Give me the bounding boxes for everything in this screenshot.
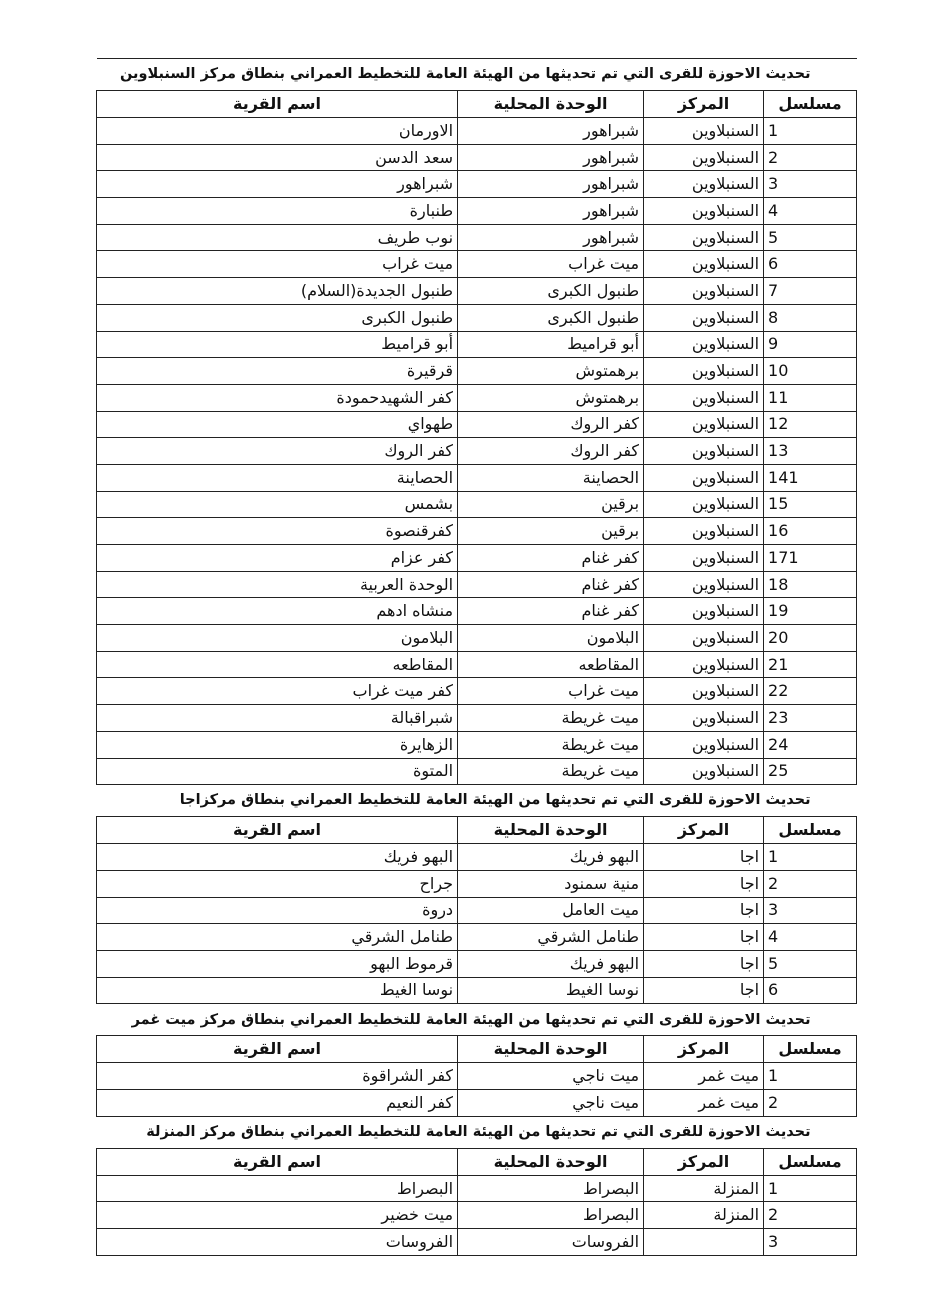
- column-header-markaz: المركز: [644, 91, 764, 118]
- table-row: [97, 870, 857, 897]
- table-row: [97, 950, 857, 977]
- table-row: [97, 844, 857, 871]
- table-row: [97, 411, 857, 438]
- cell-markaz: المنزلة: [644, 1175, 764, 1202]
- column-header-markaz: المركز: [644, 1036, 764, 1063]
- cell-unit: المقاطعه: [458, 651, 644, 678]
- cell-serial: 10: [764, 358, 857, 385]
- section-title-row: [97, 785, 857, 817]
- cell-serial: 24: [764, 731, 857, 758]
- cell-village: طنامل الشرقي: [97, 924, 458, 951]
- cell-serial: 4: [764, 924, 857, 951]
- cell-unit: ميت غراب: [458, 678, 644, 705]
- table-row: [97, 144, 857, 171]
- cell-village: كفرقنصوة: [97, 518, 458, 545]
- cell-village: الفروسات: [97, 1229, 458, 1256]
- cell-village: ميت غراب: [97, 251, 458, 278]
- cell-unit: الحصاينة: [458, 464, 644, 491]
- cell-village: الزهايرة: [97, 731, 458, 758]
- cell-village: البهو فريك: [97, 844, 458, 871]
- cell-serial: 3: [764, 1229, 857, 1256]
- column-header-markaz: المركز: [644, 1148, 764, 1175]
- cell-village: سعد الدسن: [97, 144, 458, 171]
- cell-markaz: السنبلاوين: [644, 571, 764, 598]
- cell-markaz: السنبلاوين: [644, 278, 764, 305]
- cell-serial: 16: [764, 518, 857, 545]
- cell-markaz: السنبلاوين: [644, 224, 764, 251]
- cell-unit: شبراهور: [458, 144, 644, 171]
- cell-markaz: اجا: [644, 897, 764, 924]
- cell-village: نوب طريف: [97, 224, 458, 251]
- cell-village: كفر عزام: [97, 545, 458, 572]
- cell-markaz: اجا: [644, 924, 764, 951]
- section-title-row: [97, 59, 857, 91]
- cell-markaz: السنبلاوين: [644, 651, 764, 678]
- cell-unit: شبراهور: [458, 224, 644, 251]
- cell-village: قرموط البهو: [97, 950, 458, 977]
- cell-markaz: اجا: [644, 870, 764, 897]
- cell-markaz: السنبلاوين: [644, 118, 764, 145]
- cell-unit: ميت غريطة: [458, 705, 644, 732]
- cell-serial: 1: [764, 844, 857, 871]
- cell-serial: 15: [764, 491, 857, 518]
- cell-serial: 2: [764, 870, 857, 897]
- cell-serial: 5: [764, 224, 857, 251]
- cell-village: جراح: [97, 870, 458, 897]
- column-header-village: اسم القرية: [97, 817, 458, 844]
- cell-markaz: السنبلاوين: [644, 438, 764, 465]
- cell-village: كفر ميت غراب: [97, 678, 458, 705]
- cell-markaz: السنبلاوين: [644, 598, 764, 625]
- table-row: [97, 171, 857, 198]
- cell-serial: 4: [764, 198, 857, 225]
- cell-markaz: اجا: [644, 844, 764, 871]
- section-title: تحديث الاحوزة للقرى التي تم تحديثها من الهيئة العامة للتخطيط العمراني بنطاق مركزاجا: [97, 785, 857, 817]
- cell-unit: برهمتوش: [458, 384, 644, 411]
- cell-markaz: اجا: [644, 977, 764, 1004]
- cell-serial: 12: [764, 411, 857, 438]
- cell-unit: نوسا الغيط: [458, 977, 644, 1004]
- cell-village: شبراهور: [97, 171, 458, 198]
- table-row: [97, 1202, 857, 1229]
- table-row: [97, 438, 857, 465]
- cell-markaz: المنزلة: [644, 1202, 764, 1229]
- table-row: [97, 625, 857, 652]
- cell-serial: 9: [764, 331, 857, 358]
- cell-serial: 1: [764, 1175, 857, 1202]
- table-row: [97, 118, 857, 145]
- column-header-row: [97, 91, 857, 118]
- table-row: [97, 598, 857, 625]
- cell-village: طنبول الجديدة(السلام): [97, 278, 458, 305]
- table-row: [97, 1229, 857, 1256]
- cell-serial: 18: [764, 571, 857, 598]
- cell-markaz: السنبلاوين: [644, 625, 764, 652]
- column-header-serial: مسلسل: [764, 817, 857, 844]
- cell-unit: شبراهور: [458, 171, 644, 198]
- cell-markaz: السنبلاوين: [644, 331, 764, 358]
- cell-unit: برهمتوش: [458, 358, 644, 385]
- cell-village: كفر الروك: [97, 438, 458, 465]
- cell-unit: البهو فريك: [458, 844, 644, 871]
- column-header-serial: مسلسل: [764, 1148, 857, 1175]
- cell-markaz: اجا: [644, 950, 764, 977]
- table-row: [97, 304, 857, 331]
- cell-serial: 3: [764, 171, 857, 198]
- cell-markaz: السنبلاوين: [644, 304, 764, 331]
- cell-markaz: السنبلاوين: [644, 518, 764, 545]
- cell-village: كفر الشراقوة: [97, 1063, 458, 1090]
- cell-markaz: السنبلاوين: [644, 251, 764, 278]
- section-title-row: [97, 1004, 857, 1036]
- table-row: [97, 358, 857, 385]
- cell-unit: ميت ناجي: [458, 1063, 644, 1090]
- cell-unit: كفر غنام: [458, 598, 644, 625]
- cell-markaz: السنبلاوين: [644, 411, 764, 438]
- cell-village: كفر النعيم: [97, 1090, 458, 1117]
- cell-markaz: السنبلاوين: [644, 491, 764, 518]
- section-title: تحديث الاحوزة للقرى التي تم تحديثها من الهيئة العامة للتخطيط العمراني بنطاق مركز المنزلة: [97, 1116, 857, 1148]
- table-row: [97, 1090, 857, 1117]
- cell-village: المتوة: [97, 758, 458, 785]
- cell-serial: 20: [764, 625, 857, 652]
- cell-village: طنبول الكبرى: [97, 304, 458, 331]
- cell-village: طهواي: [97, 411, 458, 438]
- column-header-village: اسم القرية: [97, 1036, 458, 1063]
- table-row: [97, 897, 857, 924]
- cell-unit: طنامل الشرقي: [458, 924, 644, 951]
- table-row: [97, 651, 857, 678]
- cell-village: الحصاينة: [97, 464, 458, 491]
- cell-serial: 1: [764, 1063, 857, 1090]
- table-row: [97, 518, 857, 545]
- cell-serial: 2: [764, 1090, 857, 1117]
- cell-markaz: ميت غمر: [644, 1090, 764, 1117]
- column-header-serial: مسلسل: [764, 1036, 857, 1063]
- cell-markaz: السنبلاوين: [644, 171, 764, 198]
- cell-markaz: [644, 1229, 764, 1256]
- cell-serial: 141: [764, 464, 857, 491]
- cell-markaz: السنبلاوين: [644, 758, 764, 785]
- table-row: [97, 1063, 857, 1090]
- cell-unit: برقين: [458, 518, 644, 545]
- table-row: [97, 278, 857, 305]
- cell-village: نوسا الغيط: [97, 977, 458, 1004]
- cell-serial: 2: [764, 144, 857, 171]
- table-row: [97, 198, 857, 225]
- table-row: [97, 924, 857, 951]
- section-title: تحديث الاحوزة للقرى التي تم تحديثها من الهيئة العامة للتخطيط العمراني بنطاق مركز السنبلاوين: [97, 59, 857, 91]
- cell-serial: 25: [764, 758, 857, 785]
- table-row: [97, 464, 857, 491]
- cell-markaz: السنبلاوين: [644, 144, 764, 171]
- cell-unit: ميت غريطة: [458, 758, 644, 785]
- table-row: [97, 678, 857, 705]
- table-row: [97, 491, 857, 518]
- cell-unit: منية سمنود: [458, 870, 644, 897]
- table-row: [97, 331, 857, 358]
- column-header-unit: الوحدة المحلية: [458, 1148, 644, 1175]
- cell-unit: كفر غنام: [458, 571, 644, 598]
- cell-unit: البلامون: [458, 625, 644, 652]
- cell-unit: ميت غراب: [458, 251, 644, 278]
- cell-village: الاورمان: [97, 118, 458, 145]
- cell-serial: 22: [764, 678, 857, 705]
- cell-serial: 171: [764, 545, 857, 572]
- column-header-unit: الوحدة المحلية: [458, 817, 644, 844]
- cell-village: قرقيرة: [97, 358, 458, 385]
- cell-serial: 8: [764, 304, 857, 331]
- cell-markaz: السنبلاوين: [644, 358, 764, 385]
- cell-village: ميت خضير: [97, 1202, 458, 1229]
- column-header-unit: الوحدة المحلية: [458, 1036, 644, 1063]
- cell-unit: كفر غنام: [458, 545, 644, 572]
- cell-markaz: السنبلاوين: [644, 464, 764, 491]
- cell-serial: 7: [764, 278, 857, 305]
- column-header-markaz: المركز: [644, 817, 764, 844]
- cell-village: منشاه ادهم: [97, 598, 458, 625]
- cell-markaz: السنبلاوين: [644, 384, 764, 411]
- cell-unit: الفروسات: [458, 1229, 644, 1256]
- cell-serial: 6: [764, 251, 857, 278]
- villages-table: [96, 58, 857, 1256]
- cell-markaz: السنبلاوين: [644, 731, 764, 758]
- cell-markaz: ميت غمر: [644, 1063, 764, 1090]
- section-title: تحديث الاحوزة للقرى التي تم تحديثها من الهيئة العامة للتخطيط العمراني بنطاق مركز ميت غمر: [97, 1004, 857, 1036]
- cell-village: المقاطعه: [97, 651, 458, 678]
- table-row: [97, 1175, 857, 1202]
- cell-unit: أبو قراميط: [458, 331, 644, 358]
- table-row: [97, 545, 857, 572]
- cell-unit: شبراهور: [458, 118, 644, 145]
- cell-serial: 3: [764, 897, 857, 924]
- cell-unit: ميت العامل: [458, 897, 644, 924]
- cell-village: البصراط: [97, 1175, 458, 1202]
- cell-serial: 23: [764, 705, 857, 732]
- cell-serial: 21: [764, 651, 857, 678]
- cell-unit: ميت غريطة: [458, 731, 644, 758]
- cell-serial: 11: [764, 384, 857, 411]
- table-row: [97, 731, 857, 758]
- cell-markaz: السنبلاوين: [644, 198, 764, 225]
- cell-unit: البصراط: [458, 1202, 644, 1229]
- column-header-village: اسم القرية: [97, 91, 458, 118]
- cell-unit: البصراط: [458, 1175, 644, 1202]
- cell-village: بشمس: [97, 491, 458, 518]
- cell-serial: 13: [764, 438, 857, 465]
- cell-unit: ميت ناجي: [458, 1090, 644, 1117]
- cell-serial: 19: [764, 598, 857, 625]
- section-title-row: [97, 1116, 857, 1148]
- cell-unit: برقين: [458, 491, 644, 518]
- cell-serial: 5: [764, 950, 857, 977]
- cell-village: شبراقبالة: [97, 705, 458, 732]
- cell-markaz: السنبلاوين: [644, 705, 764, 732]
- column-header-row: [97, 1036, 857, 1063]
- cell-markaz: السنبلاوين: [644, 678, 764, 705]
- table-row: [97, 384, 857, 411]
- column-header-row: [97, 817, 857, 844]
- table-row: [97, 251, 857, 278]
- cell-unit: كفر الروك: [458, 438, 644, 465]
- cell-serial: 1: [764, 118, 857, 145]
- table-row: [97, 571, 857, 598]
- column-header-village: اسم القرية: [97, 1148, 458, 1175]
- column-header-row: [97, 1148, 857, 1175]
- document-sheet: [96, 58, 856, 1256]
- table-row: [97, 977, 857, 1004]
- cell-unit: طنبول الكبرى: [458, 278, 644, 305]
- cell-village: طنبارة: [97, 198, 458, 225]
- cell-markaz: السنبلاوين: [644, 545, 764, 572]
- table-row: [97, 224, 857, 251]
- table-row: [97, 758, 857, 785]
- cell-unit: كفر الروك: [458, 411, 644, 438]
- cell-unit: شبراهور: [458, 198, 644, 225]
- table-row: [97, 705, 857, 732]
- cell-unit: طنبول الكبرى: [458, 304, 644, 331]
- cell-unit: البهو فريك: [458, 950, 644, 977]
- cell-village: كفر الشهيدحمودة: [97, 384, 458, 411]
- cell-village: أبو قراميط: [97, 331, 458, 358]
- cell-village: دروة: [97, 897, 458, 924]
- column-header-serial: مسلسل: [764, 91, 857, 118]
- column-header-unit: الوحدة المحلية: [458, 91, 644, 118]
- cell-serial: 2: [764, 1202, 857, 1229]
- cell-village: الوحدة العربية: [97, 571, 458, 598]
- cell-village: البلامون: [97, 625, 458, 652]
- cell-serial: 6: [764, 977, 857, 1004]
